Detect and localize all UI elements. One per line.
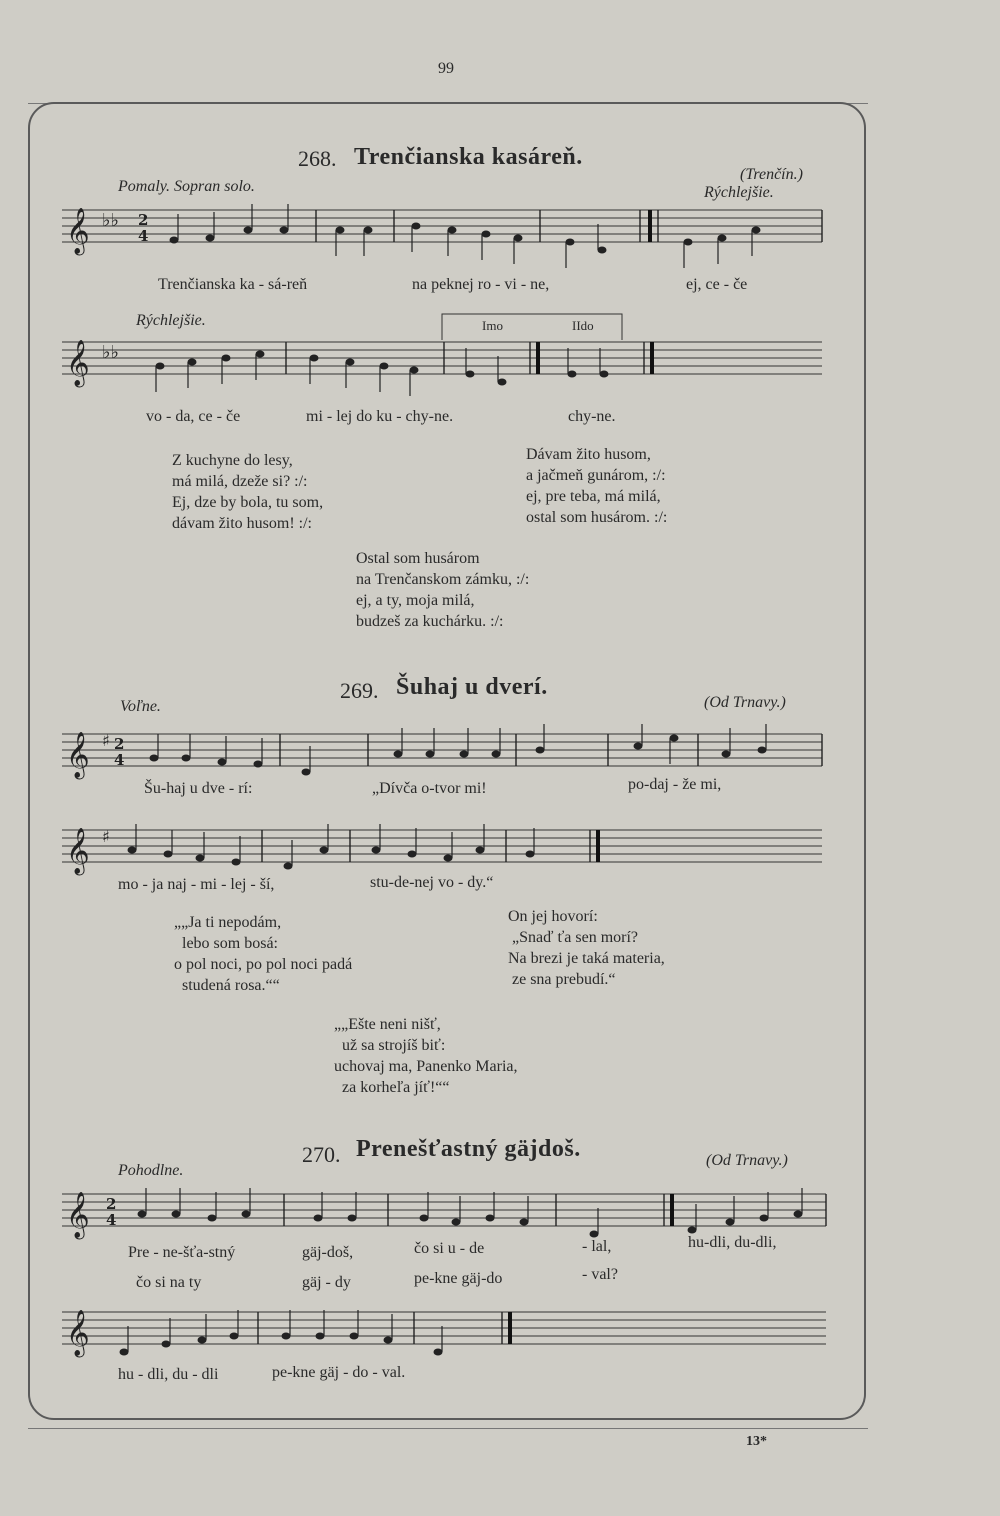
svg-text:2: 2 [114,735,125,753]
song-270-number: 270. [302,1142,341,1167]
song-269-lyrics-1c: po-daj - že mi, [628,776,722,793]
song-268-tempo: Pomaly. Sopran solo. [118,178,255,195]
song-269-verse-1: „„Ja ti nepodám, lebo som bosá: o pol noci, po pol noci padá studená rosa.““ [174,914,353,994]
svg-text:♭♭: ♭♭ [102,342,119,363]
svg-text:𝄞: 𝄞 [66,1310,90,1356]
song-270-lyrics-1b-2: gäj - dy [302,1274,351,1291]
song-269-verse-3: „„Ešte neni nišť, už sa strojíš biť: uchovaj ma, Panenko Maria, za korheľa jíť!““ [334,1016,518,1096]
song-270-lyrics-1b-3: pe-kne gäj-do [414,1270,503,1287]
svg-text:♯: ♯ [102,827,110,846]
svg-text:𝄞: 𝄞 [66,1192,90,1238]
song-269-number: 269. [340,678,379,703]
song-270-lyrics-2b: pe-kne gäj - do - val. [272,1364,406,1381]
song-269-verse-2: On jej hovorí: „Snaď ťa sen morí? Na brezi je taká materia, ze sna prebudí.“ [508,908,665,988]
song-268-lyrics-1c: ej, ce - če [686,276,748,293]
song-269-title: Šuhaj u dverí. [396,674,548,700]
song-268-tempo-faster-2: Rýchlejšie. [136,312,206,329]
song-270-tempo: Pohodlne. [118,1162,184,1179]
frame-bottom-line [28,1428,868,1429]
song-268-lyrics-1b: na peknej ro - vi - ne, [412,276,550,293]
song-270-lyrics-1a-4: - lal, [582,1238,612,1255]
song-268-lyrics-2c: chy-ne. [568,408,616,425]
song-268-lyrics-2b: mi - lej do ku - chy-ne. [306,408,454,425]
song-270-lyrics-1a-3: čo si u - de [414,1240,485,1257]
song-270-origin: (Od Trnavy.) [706,1152,788,1169]
song-268-lyrics-2a: vo - da, ce - če [146,408,241,425]
song-268-staff-2 [62,310,824,400]
song-268-verse-1: Z kuchyne do lesy, má milá, dzeže si? :/: Ej, dze by bola, tu som, dávam žito husom! :/: [172,452,324,532]
svg-text:4: 4 [106,1211,117,1229]
svg-text:𝄞: 𝄞 [66,340,90,386]
song-269-tempo: Voľne. [120,698,161,715]
song-268-verse-2: Dávam žito husom, a jačmeň gunárom, :/: ej, pre teba, má milá, ostal som husárom. :/: [526,446,668,526]
song-268-lyrics-1a: Trenčianska ka - sá-reň [158,276,308,293]
svg-text:4: 4 [138,227,149,245]
svg-text:♭♭: ♭♭ [102,210,119,231]
song-270-lyrics-1a-1: Pre - ne-šťa-stný [128,1244,236,1261]
song-269-lyrics-2a: mo - ja naj - mi - lej - ší, [118,876,275,893]
song-268-number: 268. [298,146,337,171]
song-269-origin: (Od Trnavy.) [704,694,786,711]
svg-text:♯: ♯ [102,731,110,750]
page-number: 99 [438,60,454,77]
song-270-staff-2 [62,1302,828,1362]
song-268-verse-3: Ostal som husárom na Trenčanskom zámku, :/: ej, a ty, moja milá, budzeš za kuchárku. :/: [356,550,530,630]
song-268-title: Trenčianska kasáreň. [354,144,583,170]
song-269-lyrics-1a: Šu-haj u dve - rí: [144,780,253,797]
song-270-lyrics-1b-1: čo si na ty [136,1274,202,1291]
song-268-staff-1 [62,200,824,270]
svg-text:2: 2 [106,1195,117,1213]
treble-clef-icon: 𝄞 [66,208,90,254]
song-270-lyrics-1b-4: - val? [582,1266,618,1283]
svg-text:𝄞: 𝄞 [66,732,90,778]
song-268-tempo-faster: Rýchlejšie. [704,184,774,201]
song-269-staff-1 [62,724,824,780]
svg-text:4: 4 [114,751,125,769]
song-268-origin: (Trenčín.) [740,166,803,183]
svg-text:𝄞: 𝄞 [66,828,90,874]
song-268-volta-2: IIdo [572,318,594,333]
song-270-lyrics-2a: hu - dli, du - dli [118,1366,219,1383]
song-269-lyrics-2b: stu-de-nej vo - dy.“ [370,874,494,891]
song-270-lyrics-1c: hu-dli, du-dli, [688,1234,777,1251]
song-270-title: Prenešťastný gäjdoš. [356,1136,581,1162]
signature-mark: 13* [746,1434,767,1449]
song-269-staff-2 [62,820,824,876]
song-269-lyrics-1b: „Dívča o-tvor mi! [372,780,487,797]
song-268-volta-1: Imo [482,318,503,333]
svg-text:2: 2 [138,211,149,229]
song-270-lyrics-1a-2: gäj-doš, [302,1244,354,1261]
